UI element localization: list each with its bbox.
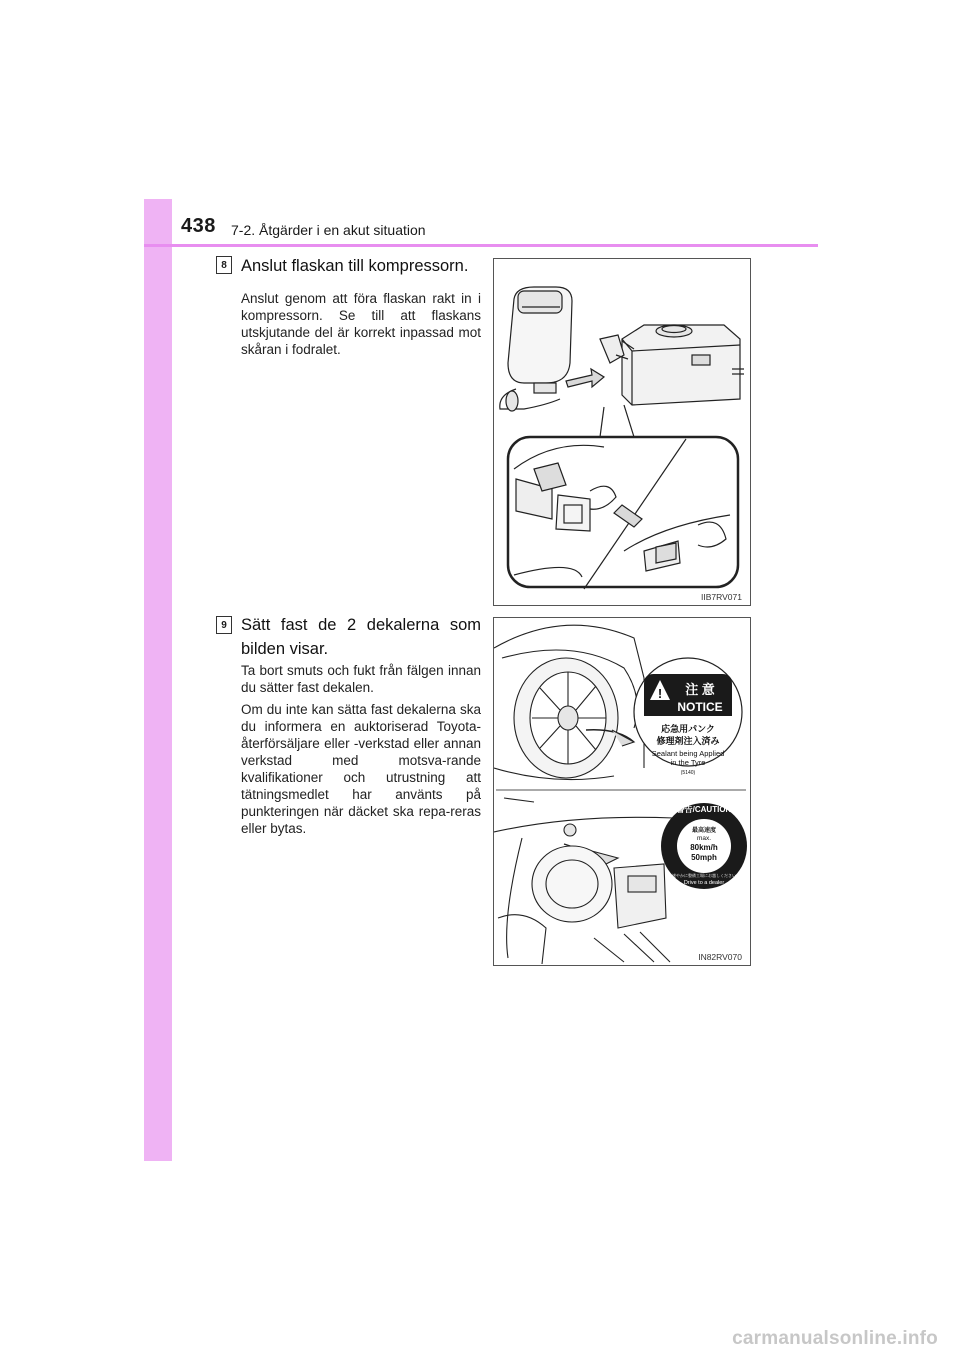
header-rule — [144, 244, 818, 247]
chapter-side-tab — [144, 199, 172, 1161]
step-9-paragraph-1: Ta bort smuts och fukt från fälgen innan du sätter fast dekalen. — [241, 663, 481, 695]
notice-title-en: NOTICE — [677, 700, 723, 714]
figure-sticker-placement — [493, 617, 751, 966]
notice-code: (5140) — [680, 770, 696, 776]
footer-watermark: carmanualsonline.info — [732, 1328, 938, 1349]
caution-mph: 50mph — [691, 853, 717, 862]
caution-max: max. — [696, 835, 712, 842]
figure-9-code: IN82RV070 — [698, 952, 742, 962]
caution-bottom-jp: 速やかに整備工場にお越しください — [672, 873, 736, 878]
caution-kmh: 80km/h — [690, 843, 718, 852]
step-8-heading: Anslut flaskan till kompressorn. — [241, 257, 469, 275]
section-title: 7-2. Åtgärder i en akut situation — [231, 222, 426, 238]
svg-text:!: ! — [657, 686, 663, 701]
notice-title-jp: 注 意 — [685, 682, 715, 697]
figure-8-code: IIB7RV071 — [701, 592, 742, 602]
notice-line2: 修理剤注入済み — [656, 736, 720, 746]
notice-line3: Sealant being Applied — [651, 749, 725, 758]
caution-bottom-en: Drive to a dealer — [683, 880, 725, 886]
step-9-paragraph-2: Om du inte kan sätta fast dekalerna ska du informera en auktoriserad Toyota-återförsäljare eller -verkstad eller annan verkstad med motsva-rande kvalifikationer och utrustning att tätningsmedlet har använts på punkteringen när däcket ska repa-reras eller bytas. — [241, 702, 481, 836]
notice-label — [634, 658, 742, 776]
caution-label — [661, 803, 747, 889]
caution-speed-jp: 最高速度 — [691, 828, 717, 834]
caution-ring-text: 警告/CAUTION — [676, 805, 732, 814]
step-8-paragraph: Anslut genom att föra flaskan rakt in i kompressorn. Se till att flaskans utskjutande del är korrekt inpassad mot skåran i fodralet. — [241, 291, 481, 357]
figure-bottle-compressor — [493, 258, 751, 606]
notice-line1: 応急用パンク — [661, 724, 715, 734]
bottle-compressor-illustration — [494, 259, 750, 605]
sticker-placement-illustration — [494, 618, 750, 965]
step-9-heading: Sätt fast de 2 dekalerna som bilden visar. — [241, 616, 481, 658]
page-number: 438 — [181, 215, 216, 237]
step-9-badge: 9 — [216, 616, 232, 634]
notice-line4: in the Tyre — [670, 758, 706, 767]
step-8-badge: 8 — [216, 256, 232, 274]
